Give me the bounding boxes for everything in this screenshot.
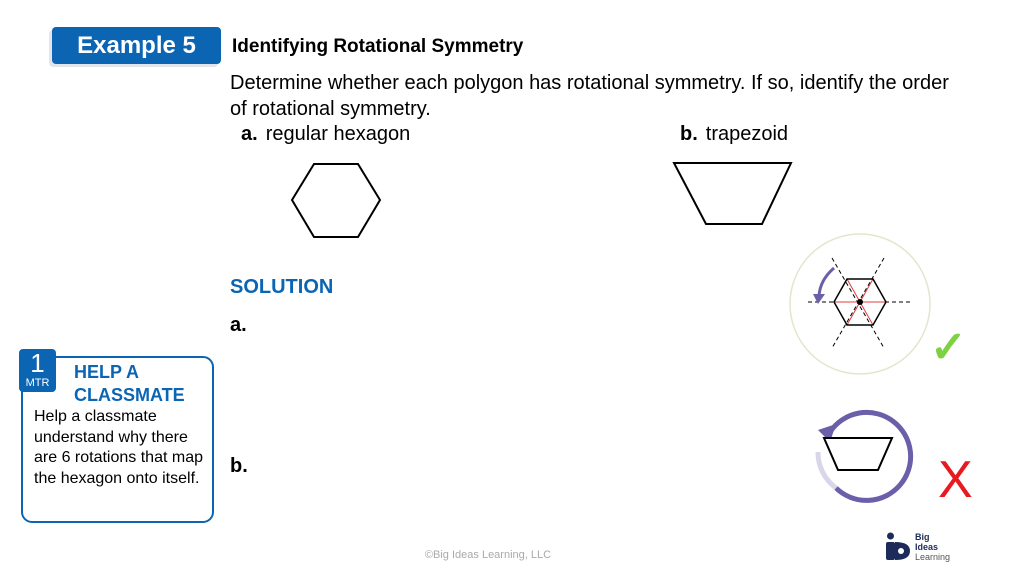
big-ideas-logo-icon xyxy=(884,532,912,562)
solution-part-a-letter: a. xyxy=(230,314,247,336)
check-mark-icon: ✓ xyxy=(930,323,967,372)
logo-line-1: Big xyxy=(915,532,930,542)
trapezoid-figure xyxy=(672,161,794,227)
help-text: Help a classmate understand why there are 6 rotations that map the hexagon onto itself. xyxy=(34,408,203,487)
part-a-label xyxy=(241,123,410,146)
part-b-label xyxy=(680,123,788,146)
mtr-label: MTR xyxy=(25,377,50,389)
lesson-title: Identifying Rotational Symmetry xyxy=(232,36,524,57)
part-a-letter: a. xyxy=(241,123,258,145)
small-trapezoid-shape xyxy=(824,438,892,470)
hexagon-figure xyxy=(290,162,382,240)
problem-prompt: Determine whether each polygon has rotational symmetry. If so, identify the order of rotational symmetry. xyxy=(230,72,949,120)
logo-line-3: Learning xyxy=(915,552,951,562)
mtr-badge xyxy=(19,349,56,392)
trapezoid-rotation-diagram xyxy=(808,402,912,506)
hexagon-shape xyxy=(292,164,380,237)
logo-wordmark xyxy=(915,532,950,562)
part-b-letter: b. xyxy=(680,123,698,145)
x-mark-icon: X xyxy=(938,451,973,509)
part-a-text: regular hexagon xyxy=(265,123,411,145)
hexagon-rotation-diagram xyxy=(788,232,932,376)
logo-line-2: Ideas xyxy=(915,542,939,552)
example-badge: Example 5 xyxy=(52,27,221,64)
center-point xyxy=(857,299,863,305)
help-title: HELP A CLASSMATE xyxy=(74,362,185,405)
part-b-text: trapezoid xyxy=(705,123,789,145)
trapezoid-shape xyxy=(674,163,791,224)
copyright-footer: ©Big Ideas Learning, LLC xyxy=(424,549,552,561)
solution-part-b-letter: b. xyxy=(230,455,248,477)
solution-heading: SOLUTION xyxy=(230,276,334,298)
mtr-number: 1 xyxy=(30,348,45,378)
